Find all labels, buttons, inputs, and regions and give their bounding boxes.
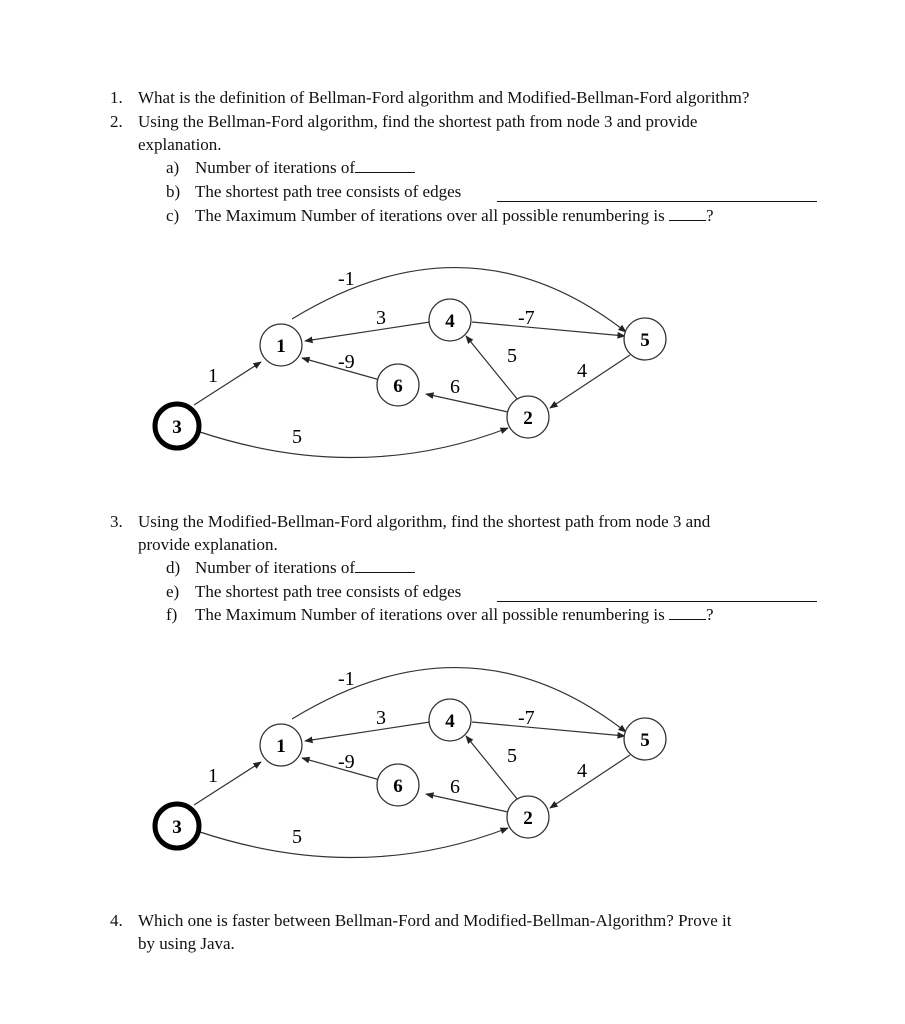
- q2b-text: The shortest path tree consists of edges: [195, 182, 462, 201]
- node-5-label: 5: [640, 330, 650, 351]
- edge-2-6: [426, 794, 508, 812]
- edge-3-1: [194, 762, 261, 805]
- edge-3-2: [200, 828, 508, 858]
- q2c-text: The Maximum Number of iterations over all possible renumbering is: [195, 206, 665, 225]
- node-2: [507, 796, 549, 838]
- q4-number: 4.: [110, 911, 123, 930]
- q2b-row: [195, 181, 461, 203]
- edge-label-4-5: -7: [518, 307, 535, 329]
- edge-2-6: [426, 394, 508, 412]
- q2c-row: [195, 205, 714, 227]
- node-3-label: 3: [172, 417, 182, 438]
- edge-label-5-2: 4: [577, 760, 587, 782]
- q3d-row: [195, 557, 415, 579]
- edge-label-2-6: 6: [450, 376, 460, 398]
- edge-label-3-2: 5: [292, 426, 302, 448]
- q3f-blank[interactable]: [669, 604, 706, 620]
- q3f-text: The Maximum Number of iterations over all possible renumbering is: [195, 605, 665, 624]
- q3e-label: e): [166, 582, 180, 601]
- q3e-blank[interactable]: [497, 586, 817, 602]
- q3f-label: f): [166, 605, 178, 624]
- q2b-blank[interactable]: [497, 186, 817, 202]
- q2c-suffix: ?: [706, 206, 714, 225]
- node-6: [377, 364, 419, 406]
- edge-label-3-2: 5: [292, 826, 302, 848]
- node-6-label: 6: [393, 776, 403, 797]
- edge-label-2-4: 5: [507, 345, 517, 367]
- q3e-text: The shortest path tree consists of edges: [195, 582, 462, 601]
- node-1-label: 1: [276, 736, 286, 757]
- edge-4-5: [472, 322, 625, 336]
- node-3-label: 3: [172, 817, 182, 838]
- q2a-text: Number of iterations of: [195, 158, 356, 177]
- q1-number: 1.: [110, 88, 123, 107]
- q3f-row: [195, 604, 714, 626]
- q3d-text: Number of iterations of: [195, 558, 356, 577]
- edge-label-3-1: 1: [208, 765, 218, 787]
- node-4: [429, 699, 471, 741]
- q3-text-line1: Using the Modified-Bellman-Ford algorithm, find the shortest path from node 3 and: [138, 512, 711, 531]
- q3d-blank[interactable]: [355, 557, 415, 573]
- q2b-label: b): [166, 182, 181, 201]
- edge-label-4-1: 3: [376, 707, 386, 729]
- q3-text-line2: provide explanation.: [138, 535, 278, 554]
- edge-label-2-4: 5: [507, 745, 517, 767]
- q3d-label: d): [166, 558, 181, 577]
- node-1: [260, 724, 302, 766]
- edge-label-4-1: 3: [376, 307, 386, 329]
- edge-label-4-5: -7: [518, 707, 535, 729]
- edge-4-1: [305, 722, 430, 741]
- node-5: [624, 718, 666, 760]
- edge-label-6-1: -9: [338, 351, 355, 373]
- node-3-source: [155, 404, 199, 448]
- node-4: [429, 299, 471, 341]
- node-3-source: [155, 804, 199, 848]
- node-1-label: 1: [276, 336, 286, 357]
- node-4-label: 4: [445, 711, 455, 732]
- node-6: [377, 764, 419, 806]
- edge-label-1-5: -1: [338, 668, 355, 690]
- q2-text-line2: explanation.: [138, 135, 222, 154]
- node-2: [507, 396, 549, 438]
- node-2-label: 2: [523, 408, 533, 429]
- edge-label-1-5: -1: [338, 268, 355, 290]
- q3f-suffix: ?: [706, 605, 714, 624]
- node-4-label: 4: [445, 311, 455, 332]
- graph-diagram-2: [0, 660, 905, 870]
- edge-label-2-6: 6: [450, 776, 460, 798]
- edge-5-2: [550, 755, 630, 808]
- node-5: [624, 318, 666, 360]
- q1-text: What is the definition of Bellman-Ford algorithm and Modified-Bellman-Ford algorithm?: [138, 88, 750, 107]
- edge-5-2: [550, 355, 630, 408]
- edge-label-5-2: 4: [577, 360, 587, 382]
- q2-text-line1: Using the Bellman-Ford algorithm, find the shortest path from node 3 and provide: [138, 112, 698, 131]
- node-1: [260, 324, 302, 366]
- node-6-label: 6: [393, 376, 403, 397]
- q2-number: 2.: [110, 112, 123, 131]
- q2a-blank[interactable]: [355, 157, 415, 173]
- edge-label-6-1: -9: [338, 751, 355, 773]
- edge-label-3-1: 1: [208, 365, 218, 387]
- node-5-label: 5: [640, 730, 650, 751]
- q2a-row: [195, 157, 415, 179]
- node-2-label: 2: [523, 808, 533, 829]
- edge-3-2: [200, 428, 508, 458]
- edge-4-1: [305, 322, 430, 341]
- q3-number: 3.: [110, 512, 123, 531]
- q2c-blank[interactable]: [669, 205, 706, 221]
- q2a-label: a): [166, 158, 180, 177]
- q4-text-line1: Which one is faster between Bellman-Ford and Modified-Bellman-Algorithm? Prove it: [138, 911, 732, 930]
- edge-3-1: [194, 362, 261, 405]
- edge-4-5: [472, 722, 625, 736]
- q3e-row: [195, 581, 461, 603]
- q4-text-line2: by using Java.: [138, 934, 235, 953]
- graph-diagram-1: [0, 260, 905, 470]
- q2c-label: c): [166, 206, 180, 225]
